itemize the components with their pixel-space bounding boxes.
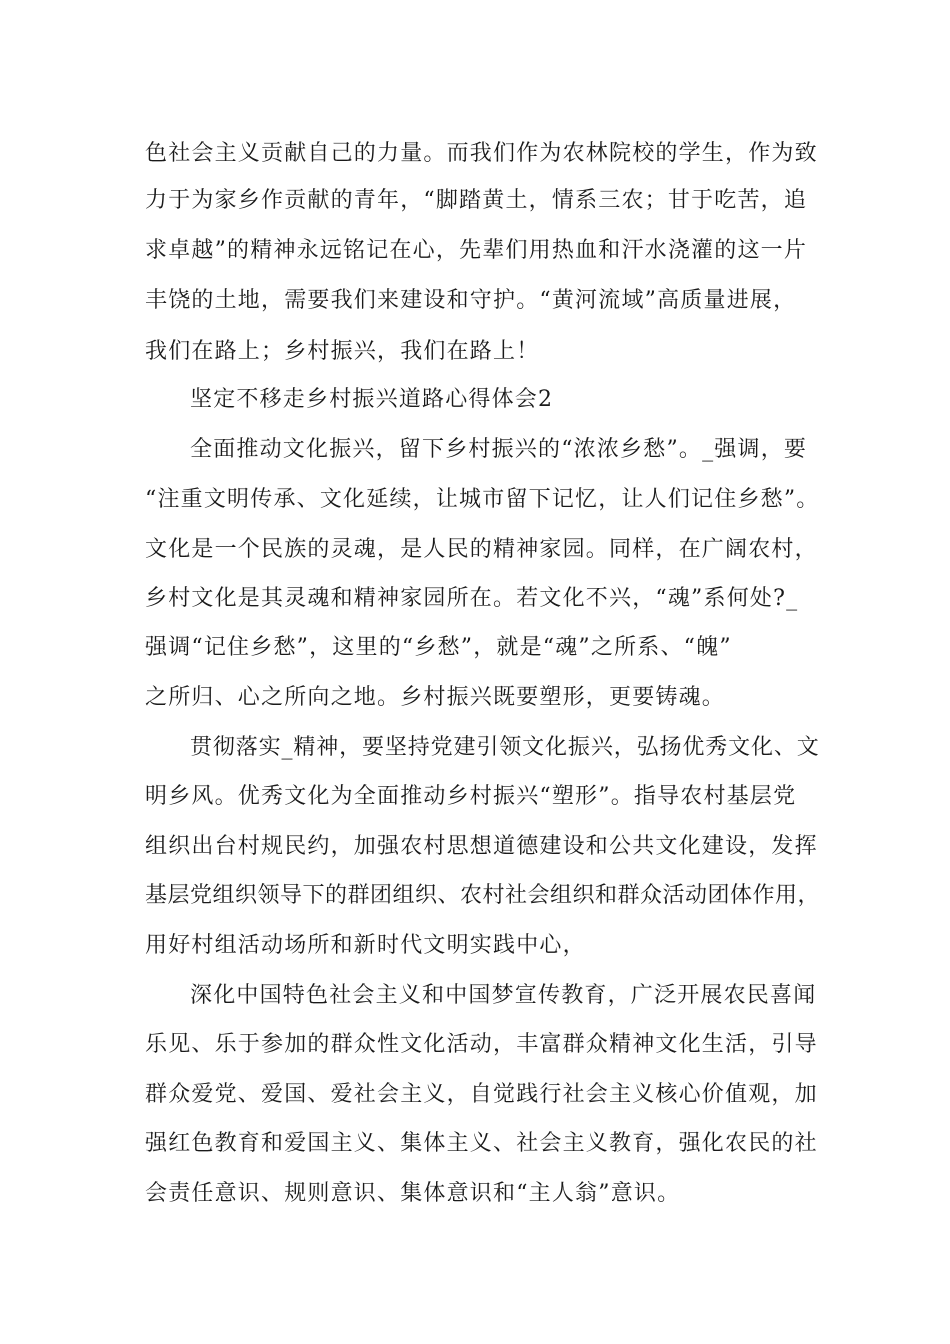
text-line: 之所归、心之所向之地。乡村振兴既要塑形，更要铸魂。 [145, 685, 726, 710]
text-line: “注重文明传承、文化延续，让城市留下记忆，让人们记住乡愁”。 [145, 487, 820, 512]
text-line: 贯彻落实_精神，要坚持党建引领文化振兴，弘扬优秀文化、文 [190, 735, 820, 760]
text-line: 色社会主义贡献自己的力量。而我们作为农林院校的学生，作为致 [145, 141, 818, 166]
text-line: 会责任意识、规则意识、集体意识和“主人翁”意识。 [145, 1181, 681, 1206]
text-line: 深化中国特色社会主义和中国梦宣传教育，广泛开展农民喜闻 [190, 983, 817, 1008]
text-line: 群众爱党、爱国、爱社会主义，自觉践行社会主义核心价值观，加 [145, 1082, 818, 1107]
text-line: 强红色教育和爱国主义、集体主义、社会主义教育，强化农民的社 [145, 1131, 818, 1156]
text-line: 基层党组织领导下的群团组织、农村社会组织和群众活动团体作用， [145, 883, 821, 908]
section-heading: 坚定不移走乡村振兴道路心得体会2 [190, 387, 554, 412]
text-line: 组织出台村规民约，加强农村思想道德建设和公共文化建设，发挥 [145, 834, 818, 859]
text-line: 明乡风。优秀文化为全面推动乡村振兴“塑形”。指导农村基层党 [145, 784, 797, 809]
text-line: 求卓越”的精神永远铭记在心，先辈们用热血和汗水浇灌的这一片 [145, 238, 808, 263]
text-line: 我们在路上；乡村振兴，我们在路上！ [145, 339, 540, 364]
text-line: 用好村组活动场所和新时代文明实践中心， [145, 933, 586, 958]
text-line: 文化是一个民族的灵魂，是人民的精神家园。同样，在广阔农村， [145, 537, 818, 562]
text-line: 强调“记住乡愁”，这里的“乡愁”，就是“魂”之所系、“魄” [145, 635, 732, 660]
text-line: 全面推动文化振兴，留下乡村振兴的“浓浓乡愁”。_强调，要 [190, 437, 808, 462]
text-line: 力于为家乡作贡献的青年，“脚踏黄土，情系三农；甘于吃苦，追 [145, 188, 808, 213]
text-line: 丰饶的土地，需要我们来建设和守护。“黄河流域”高质量进展， [145, 288, 797, 313]
text-line: 乡村文化是其灵魂和精神家园所在。若文化不兴，“魂”系何处?_ [145, 586, 799, 611]
text-line: 乐见、乐于参加的群众性文化活动，丰富群众精神文化生活，引导 [145, 1032, 818, 1057]
